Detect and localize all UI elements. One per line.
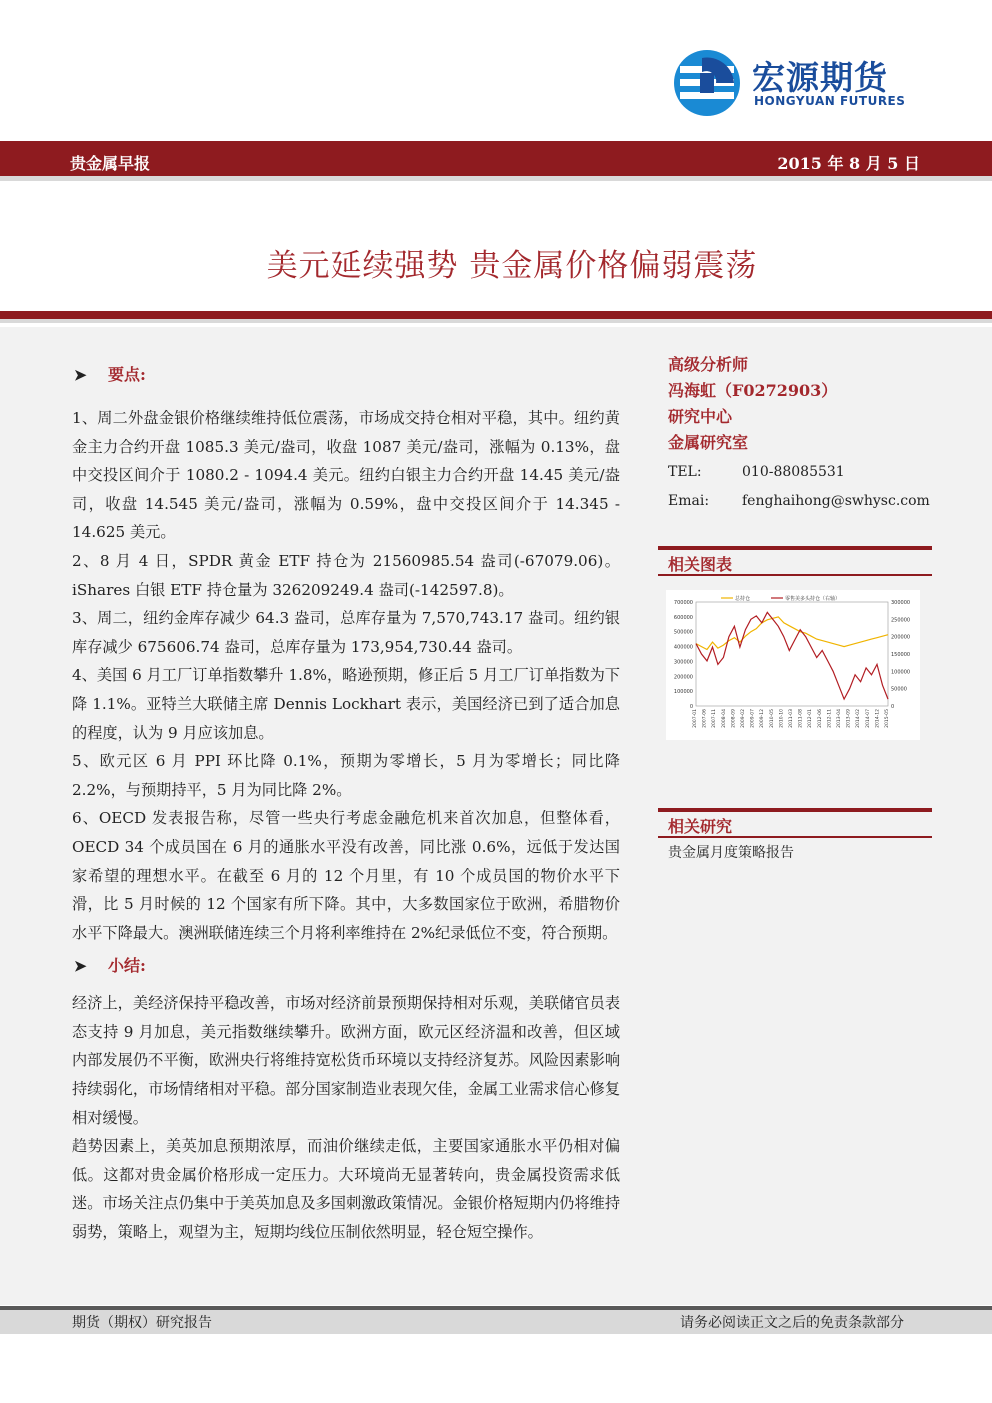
- y-left-tick-label: 100000: [673, 689, 693, 696]
- y-left-tick-label: 400000: [673, 644, 693, 651]
- y-right-tick-label: 200000: [891, 634, 911, 641]
- section-heading: [72, 360, 620, 390]
- arrow-icon: ➤: [74, 956, 87, 975]
- x-tick-label: 2012-01: [808, 709, 814, 728]
- report-title: 美元延续强势 贵金属价格偏弱震荡: [266, 248, 758, 284]
- x-tick-label: 2010-10: [779, 709, 785, 728]
- y-left-tick-label: 300000: [673, 659, 693, 666]
- y-right-tick-label: 300000: [891, 600, 911, 606]
- header-bar: [0, 141, 992, 181]
- tel-label: TEL:: [668, 464, 702, 480]
- section-heading: [72, 951, 620, 981]
- paragraph: 3、周二，纽约金库存减少 64.3 盎司，总库存量为 7,570,743.17 盎司。纽约银库存减少 675606.74 盎司，总库存量为 173,954,730.44 盎司。: [72, 609, 620, 656]
- email-row: [668, 487, 932, 516]
- arrow-icon: ➤: [74, 365, 87, 384]
- paragraph: 2、8 月 4 日，SPDR 黄金 ETF 持仓为 21560985.54 盎司(-67079.06)。iShares 白银 ETF 持仓量为 326209249.4 盎司(-142597.8)。: [72, 551, 620, 599]
- x-tick-label: 2011-03: [789, 709, 794, 728]
- report-type: 贵金属早报: [70, 154, 151, 173]
- paragraph: 1、周二外盘金银价格继续维持低位震荡，市场成交持仓相对平稳，其中。纽约黄金主力合约开盘 1085.3 美元/盎司，收盘 1087 美元/盎司，涨幅为 0.13%，盘中交投区间介于 1080.2 - 1094.4 美元。纽约白银主力合约开盘 14.45 美元/盎司，收盘 14.545 美元/盎司，涨幅为 0.59%，盘中交投区间介于 14.345 - 14.625 美元。: [72, 409, 620, 542]
- x-tick-label: 2013-09: [846, 709, 852, 728]
- x-tick-label: 2008-09: [731, 709, 737, 728]
- related-chart: [666, 590, 920, 740]
- x-tick-label: 2009-02: [741, 709, 746, 728]
- brand-logo: [672, 48, 922, 118]
- x-tick-label: 2012-06: [817, 709, 823, 728]
- analyst-name: 冯海虹（F0272903）: [668, 381, 838, 400]
- tel-row: [668, 458, 932, 487]
- x-tick-label: 2007-01: [693, 709, 698, 728]
- x-tick-label: 2009-12: [760, 709, 766, 728]
- paragraph: 6、OECD 发表报告称，尽管一些央行考虑金融危机来首次加息，但整体看，OECD 34 个成员国在 6 月的通胀水平没有改善，同比涨 0.6%，远低于发达国家希望的理想水平。在截至 6 月的 12 个月里，有 10 个成员国的物价水平下滑，比 5 月时候的 12 个国家有所下降。其中，大多数国家位于欧洲，希腊物价水平下降最大。澳洲联储连续三个月将利率维持在 2%纪录低位不变，符合预期。: [72, 809, 620, 942]
- holdings-chart: [666, 590, 920, 740]
- team: 金属研究室: [668, 433, 749, 452]
- x-tick-label: 2014-07: [865, 709, 871, 728]
- title-divider: [0, 311, 992, 323]
- paragraph: 5、欧元区 6 月 PPI 环比降 0.1%，预期为零增长，5 月为零增长；同比降 2.2%，与预期持平，5 月为同比降 2%。: [72, 752, 620, 799]
- y-left-tick-label: 500000: [673, 629, 693, 636]
- x-tick-label: 2008-04: [721, 709, 727, 728]
- brand-name-en: HONGYUAN FUTURES: [754, 94, 906, 108]
- x-tick-label: 2014-12: [875, 709, 881, 728]
- legend-label: 总持仓: [735, 596, 751, 602]
- x-tick-label: 2013-04: [837, 709, 842, 728]
- department: 研究中心: [668, 407, 733, 426]
- section-label: 小结:: [108, 955, 146, 975]
- y-left-tick-label: 600000: [673, 614, 693, 621]
- y-left-tick-label: 200000: [673, 674, 693, 681]
- brand-name-cn: 宏源期货: [752, 58, 888, 97]
- x-tick-label: 2010-05: [769, 709, 775, 728]
- x-tick-label: 2014-02: [856, 709, 862, 728]
- tel-value: 010-88085531: [742, 464, 845, 480]
- x-tick-label: 2015-05: [885, 709, 890, 728]
- footer-left: 期货（期权）研究报告: [72, 1315, 212, 1331]
- series-line: [696, 612, 888, 699]
- y-left-tick-label: 700000: [673, 600, 693, 606]
- main-column: [72, 346, 620, 1247]
- paragraph: 经济上，美经济保持平稳改善，市场对经济前景预期保持相对乐观，美联储官员表态支持 9 月加息，美元指数继续攀升。欧洲方面，欧元区经济温和改善，但区域内部发展仍不平衡，欧洲央行将维持宽松货币环境以支持经济复苏。风险因素影响持续弱化，市场情绪相对平稳。部分国家制造业表现欠佳，金属工业需求信心修复相对缓慢。: [72, 994, 620, 1127]
- x-tick-label: 2007-11: [712, 709, 718, 728]
- legend-label: 零售美多头持仓（右轴）: [785, 596, 841, 602]
- x-tick-label: 2009-07: [750, 709, 756, 728]
- research-section-heading: [658, 808, 932, 838]
- x-tick-label: 2007-06: [702, 709, 708, 728]
- footer-right: 请务必阅读正文之后的免责条款部分: [680, 1315, 904, 1331]
- chart-heading-label: 相关图表: [668, 555, 733, 574]
- paragraph: 4、美国 6 月工厂订单指数攀升 1.8%，略逊预期，修正后 5 月工厂订单指数为下降 1.1%。亚特兰大联储主席 Dennis Lockhart 表示，美国经济已到了适合加息的程度，认为 9 月应该加息。: [72, 666, 620, 742]
- chart-section-heading: [658, 546, 932, 576]
- paragraph: 趋势因素上，美英加息预期浓厚，而油价继续走低，主要国家通胀水平仍相对偏低。这都对贵金属价格形成一定压力。大环境尚无显著转向，贵金属投资需求低迷。市场关注点仍集中于美英加息及多国刺激政策情况。金银价格短期内仍将维持弱势，策略上，观望为主，短期均线位压制依然明显，轻仓短空操作。: [72, 1137, 620, 1242]
- related-research-item[interactable]: 贵金属月度策略报告: [668, 845, 794, 861]
- y-right-tick-label: 100000: [891, 669, 911, 676]
- sidebar: [668, 352, 932, 516]
- y-right-tick-label: 250000: [891, 617, 911, 624]
- analyst-title: 高级分析师: [668, 355, 749, 374]
- email-value[interactable]: fenghaihong@swhysc.com: [742, 493, 930, 509]
- report-date: 2015 年 8 月 5 日: [777, 154, 920, 173]
- y-left-tick-label: 0: [689, 704, 693, 710]
- y-right-tick-label: 50000: [891, 686, 907, 693]
- section-label: 要点:: [108, 364, 146, 384]
- research-heading-label: 相关研究: [668, 817, 733, 836]
- y-right-tick-label: 150000: [891, 652, 911, 658]
- x-tick-label: 2011-08: [798, 709, 804, 728]
- hongyuan-logo-icon: [672, 48, 742, 118]
- email-label: Emai:: [668, 493, 710, 509]
- footer-bar: [0, 1306, 992, 1334]
- y-right-tick-label: 0: [891, 704, 895, 710]
- x-tick-label: 2012-11: [827, 709, 833, 728]
